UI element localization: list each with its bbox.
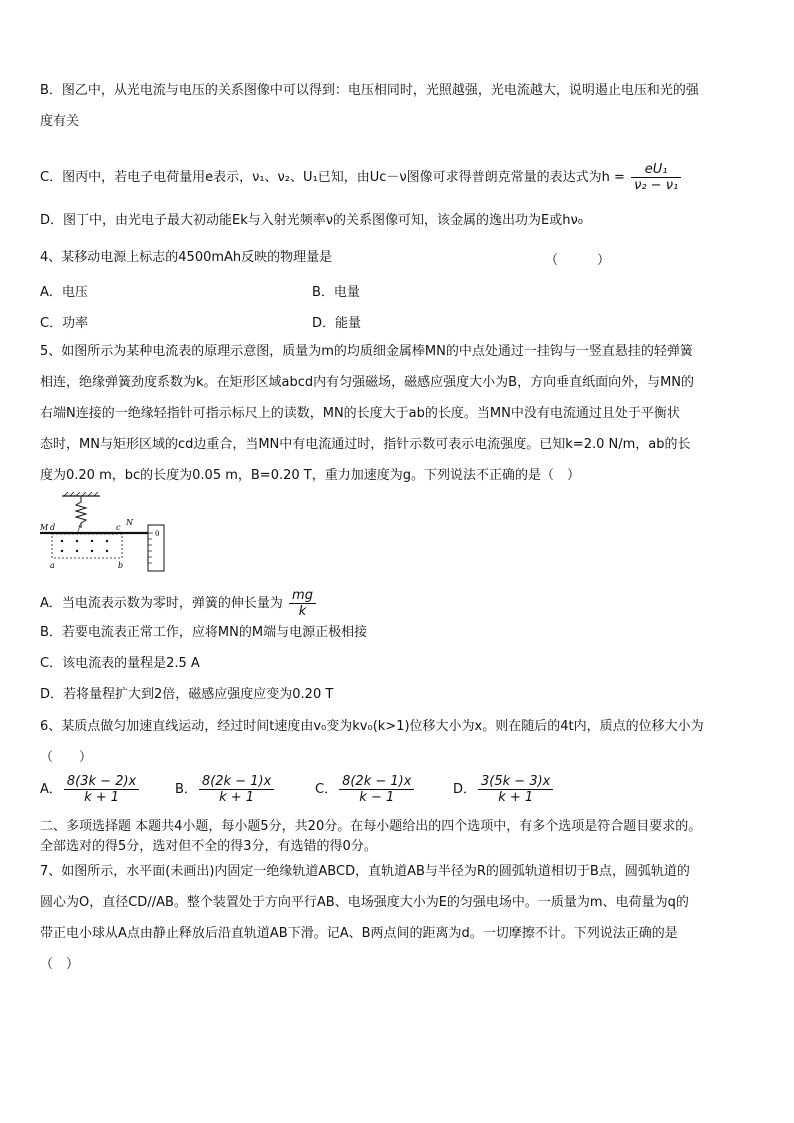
label-f: f <box>78 524 81 532</box>
q6-option-d <box>453 774 555 805</box>
option-label: D． <box>453 782 477 797</box>
q7-stem-line1: 7、如图所示，水平面(未画出)内固定一绝缘轨道ABCD，直轨道AB与半径为R的圆弧轨道相切于B点，圆弧轨道的 <box>40 864 690 879</box>
q5-option-c: C．该电流表的量程是2.5 A <box>40 656 200 671</box>
q3-option-b-line1: B．图乙中，从光电流与电压的关系图像中可以得到：电压相同时，光照越强，光电流越大，说明遏止电压和光的强 <box>40 83 699 98</box>
q6-stem-line1: 6、某质点做匀加速直线运动，经过时间t速度由v₀变为kv₀(k>1)位移大小为x。则在随后的4t内，质点的位移大小为 <box>40 719 704 734</box>
q5-option-d: D．若将量程扩大到2倍，磁感应强度应变为0.20 T <box>40 687 334 702</box>
q6-option-a <box>40 774 141 805</box>
q7-stem-line4: （ ） <box>40 957 80 972</box>
label-b: b <box>118 561 124 570</box>
option-label: C． <box>315 782 338 797</box>
fraction-numerator: 8(2k − 1)x <box>339 774 414 790</box>
label-m: M <box>40 523 49 532</box>
field-dots <box>61 540 108 552</box>
q5-stem-line2: 相连，绝缘弹簧劲度系数为k。在矩形区域abcd内有匀强磁场，磁感应强度大小为B，方向垂直纸面向外，与MN的 <box>40 375 695 390</box>
label-d: d <box>50 523 56 532</box>
fraction-denominator: ν₂ − ν₁ <box>634 178 679 193</box>
q7-stem-line3: 带正电小球从A点由静止释放后沿直轨道AB下滑。记A、B两点间的距离为d。一切摩擦不计。下列说法正确的是 <box>40 926 678 941</box>
q4-option-b: B．电量 <box>312 285 360 300</box>
fraction-numerator: eU₁ <box>631 162 681 178</box>
q5-ammeter-diagram <box>40 492 170 574</box>
option-label: B． <box>175 782 197 797</box>
q6-option-b-fraction <box>199 774 274 805</box>
q3-option-c-fraction <box>631 162 681 193</box>
fraction-denominator: k + 1 <box>498 790 534 805</box>
fraction-numerator: 3(5k − 3)x <box>478 774 553 790</box>
q6-stem-line2: （ ） <box>40 750 93 765</box>
option-label: A． <box>40 782 62 797</box>
label-c: c <box>116 523 121 532</box>
section2-instructions-line1: 二、多项选择题 本题共4小题，每小题5分，共20分。在每小题给出的四个选项中，有多个选项是符合题目要求的。 <box>40 819 702 834</box>
q6-option-c-fraction <box>339 774 414 805</box>
q3-option-c-text: C．图丙中，若电子电荷量用e表示，ν₁、ν₂、U₁已知，由Uc－ν图像可求得普朗克常量的表达式为h = <box>40 170 625 185</box>
fraction-numerator: 8(3k − 2)x <box>64 774 139 790</box>
q4-stem: 4、某移动电源上标志的4500mAh反映的物理量是 <box>40 250 333 265</box>
q3-option-b-line2: 度有关 <box>40 114 80 129</box>
q4-option-c: C．功率 <box>40 316 89 331</box>
q5-option-a-text: A．当电流表示数为零时，弹簧的伸长量为 <box>40 596 283 611</box>
q6-option-b <box>175 774 276 805</box>
q6-option-a-fraction <box>64 774 139 805</box>
q5-stem-line3: 右端N连接的一绝缘轻指针可指示标尺上的读数，MN的长度大于ab的长度。当MN中没有电流通过且处于平衡状 <box>40 406 680 421</box>
q7-stem-line2: 圆心为O，直径CD//AB。整个装置处于方向平行AB、电场强度大小为E的匀强电场中。一质量为m、电荷量为q的 <box>40 895 689 910</box>
fraction-denominator: k + 1 <box>84 790 120 805</box>
q4-option-d: D．能量 <box>312 316 362 331</box>
q5-stem-line1: 5、如图所示为某种电流表的原理示意图，质量为m的均质细金属棒MN的中点处通过一挂钩与一竖直悬挂的轻弹簧 <box>40 344 693 359</box>
section2-instructions-line2: 全部选对的得5分，选对但不全的得3分，有选错的得0分。 <box>40 839 377 854</box>
q5-option-a-fraction <box>289 588 316 619</box>
q5-stem-line4: 态时，MN与矩形区域的cd边重合，当MN中有电流通过时，指针示数可表示电流强度。已知k=2.0 N/m，ab的长 <box>40 437 691 452</box>
q3-option-c <box>40 162 683 193</box>
q4-answer-paren: （ ） <box>545 253 611 268</box>
scale-ticks <box>148 533 153 563</box>
fraction-numerator: 8(2k − 1)x <box>199 774 274 790</box>
fraction-denominator: k <box>298 604 307 619</box>
fraction-numerator: mg <box>289 588 316 604</box>
q6-option-c <box>315 774 416 805</box>
label-n: N <box>126 518 133 527</box>
fraction-denominator: k − 1 <box>359 790 395 805</box>
q6-option-d-fraction <box>478 774 553 805</box>
label-a: a <box>50 561 55 570</box>
fraction-denominator: k + 1 <box>219 790 255 805</box>
q4-option-a: A．电压 <box>40 285 88 300</box>
q5-option-a <box>40 588 318 619</box>
scale-zero-label: 0 <box>155 530 160 538</box>
q3-option-d: D．图丁中，由光电子最大初动能Ek与入射光频率ν的关系图像可知，该金属的逸出功为E或hν₀ <box>40 213 583 228</box>
magnetic-field-region <box>52 534 122 558</box>
q5-option-b: B．若要电流表正常工作，应将MN的M端与电源正极相接 <box>40 625 368 640</box>
q5-stem-line5: 度为0.20 m，bc的长度为0.05 m，B=0.20 T，重力加速度为g。下列说法不正确的是（ ） <box>40 468 580 483</box>
ceiling-hatch <box>64 492 98 496</box>
